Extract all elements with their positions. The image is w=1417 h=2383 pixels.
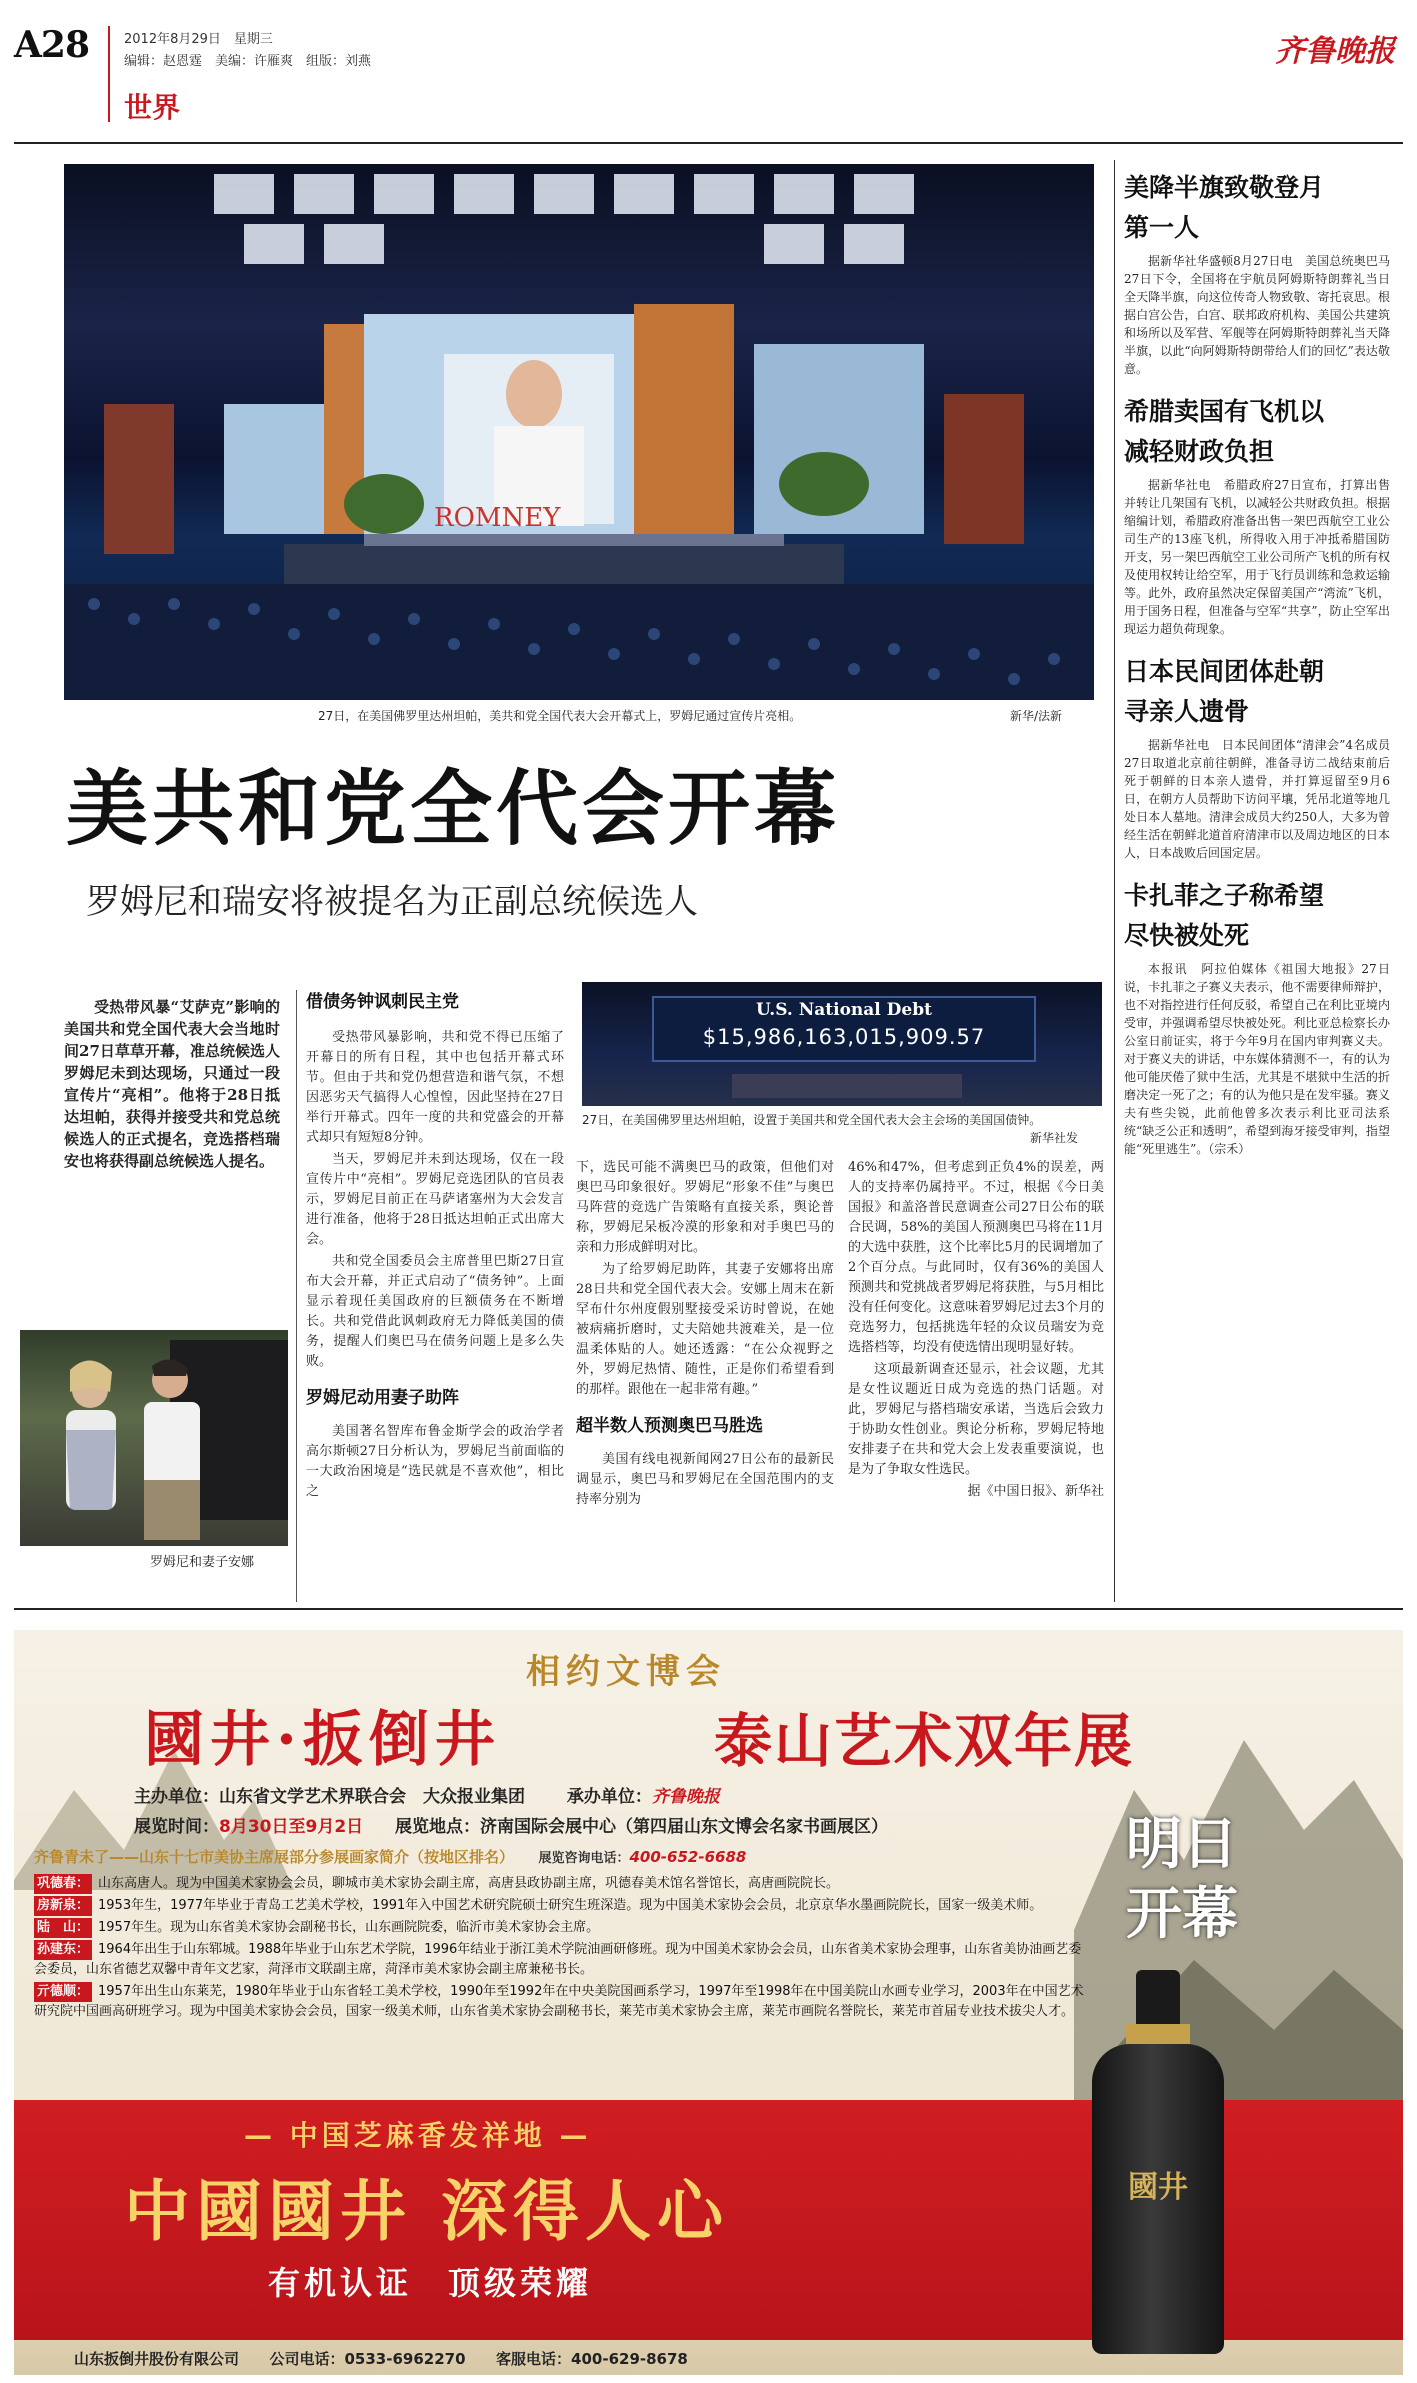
ad-time-venue-line <box>134 1812 888 1837</box>
paragraph: 共和党全国委员会主席普里巴斯27日宣布大会开幕，并正式启动了“债务钟”。上面显示着现任美国政府的巨额债务在不断增长。共和党借此讽刺政府无力降低美国的债务，提醒人们奥巴马在债务问题上是多么失败。 <box>306 1254 564 1369</box>
sidebar-title: 日本民间团体赴朝寻亲人遗骨 <box>1124 657 1325 726</box>
paragraph: 据新华社华盛顿8月27日电 美国总统奥巴马27日下令，全国将在宇航员阿姆斯特朗葬礼当日全天降半旗，向这位传奇人物致敬、寄托哀思。根据白宫公告，白宫、联邦政府机构、美国公共建筑和场所以及军营、军舰等在阿姆斯特朗葬礼当天降半旗，以此“向阿姆斯特朗带给人们的回忆”表达敬意。 <box>1124 254 1390 376</box>
artist-name: 孙建东： <box>34 1940 92 1960</box>
hotline: 400-652-6688 <box>629 1848 747 1866</box>
exhibit-venue: 济南国际会展中心（第四届山东文博会名家书画展区） <box>480 1817 888 1837</box>
advertisement <box>14 1630 1403 2375</box>
couple-photo-caption: 罗姆尼和妻子安娜 <box>150 1555 255 1570</box>
company-line <box>74 2348 688 2369</box>
couple-illustration <box>20 1330 288 1546</box>
ad-intro: 齐鲁青未了——山东十七市美协主席展部分参展画家简介（按地区排名） <box>34 1848 515 1866</box>
main-photo-credit: 新华/法新 <box>1010 709 1063 723</box>
sidebar-body <box>1124 476 1390 638</box>
column-divider <box>296 990 297 1602</box>
artist-name: 陆 山： <box>34 1918 92 1938</box>
ad-organizer-line <box>134 1782 720 1807</box>
lead-text: 受热带风暴“艾萨克”影响的美国共和党全国代表大会当地时间27日草草开幕，准总统候选人罗姆尼未到达现场，只通过一段宣传片“亮相”。他将于28日抵达坦帕，获得并接受共和党总统候选人的正式提名，竞选搭档瑞安也将获得副总统候选人提名。 <box>64 998 280 1170</box>
paragraph: 受热带风暴影响，共和党不得已压缩了开幕日的所有日程，其中也包括开幕式环节。但由于共和党仍想营造和谐气氛，不想因恶劣天气搞得人心惶惶，因此坚持在27日举行开幕式。四年一度的共和党盛会的开幕式却只有短短8分钟。 <box>306 1030 564 1145</box>
article-column-3 <box>848 1158 1104 1502</box>
organizer: 山东省文学艺术界联合会 大众报业集团 <box>219 1787 525 1807</box>
artist-bio: 1957年出生山东莱芜，1980年毕业于山东省轻工美术学校，1990年至1992年在中央美院国画系学习，1997年至1998年在中国美院山水画专业学习，2003年在中国艺术研究院中国画高研班学习。现为中国美术家协会会员，国家一级美术师，山东省美术家协会副秘书长，莱芜市美术家协会主席，莱芜市画院名誉院长，莱芜市首届专业技术拔尖人才。 <box>34 1984 1084 2019</box>
subhead-poll: 超半数人预测奥巴马胜选 <box>576 1416 763 1436</box>
subhead-wife: 罗姆尼动用妻子助阵 <box>306 1388 459 1408</box>
artist-bio: 1964年出生于山东郓城。1988年毕业于山东艺术学院，1996年结业于浙江美术学院油画研修班。现为中国美术家协会会员，山东省美术家协会理事，山东省美协油画艺委会委员，山东省德艺双馨中青年文艺家，菏泽市文联副主席，菏泽市美术家协会副主席兼秘书长。 <box>34 1942 1082 1977</box>
ad-exhibit-title: 泰山艺术双年展 <box>714 1707 1135 1775</box>
sidebar-body <box>1124 736 1390 862</box>
col1-body <box>306 1028 564 1372</box>
sidebar-item <box>1124 392 1390 638</box>
artist-entry <box>34 1940 1094 1980</box>
paragraph: 据新华社电 希腊政府27日宣布，打算出售并转让几架国有飞机，以减轻公共财政负担。根据缩编计划，希腊政府准备出售一架巴西航空工业公司生产的13座飞机，所得收入用于冲抵希腊国防开支，另一架巴西航空工业公司所产飞机的所有权及使用权转让给空军，用于飞行员训练和急救运输等。此外，政府虽然决定保留美国产“湾流”飞机，用于国务日程，但准备与空军“共享”，防止空军出现运力超负荷现象。 <box>1124 478 1390 636</box>
main-photo-caption: 27日，在美国佛罗里达州坦帕，美共和党全国代表大会开幕式上，罗姆尼通过宣传片亮相。 <box>318 709 802 723</box>
header-divider <box>108 26 110 122</box>
article-column-1 <box>306 990 564 1504</box>
debt-sign-value: $15,986,163,015,909.57 <box>702 1025 986 1049</box>
top-rule <box>14 142 1403 144</box>
sidebar-item <box>1124 876 1390 1158</box>
romney-and-wife-photo <box>20 1330 288 1546</box>
artist-bio: 1953年生，1977年毕业于青岛工艺美术学校，1991年入中国艺术研究院硕士研究生班深造。现为中国美术家协会会员，北京京华水墨画院院长，国家一级美术师。 <box>98 1898 1043 1913</box>
masthead-logo: 齐鲁晚报 <box>1275 34 1395 69</box>
debt-clock-photo <box>582 982 1102 1106</box>
artist-entry <box>34 1874 1094 1894</box>
artist-entry <box>34 1918 1094 1938</box>
debt-photo-caption: 27日，在美国佛罗里达州坦帕，设置于美国共和党全国代表大会主会场的美国国债钟。 <box>582 1113 1042 1127</box>
paragraph: 为了给罗姆尼助阵，其妻子安娜将出席28日共和党全国代表大会。安娜上周末在新罕布什尔州度假别墅接受采访时曾说，在她被病痛折磨时，丈夫陪她共渡难关，是一位温柔体贴的人。她还透露：“在公众视野之外，罗姆尼热情、随性，正是你们希望看到的那样。跟他在一起非常有趣。” <box>576 1262 834 1397</box>
header-date-line <box>124 28 273 47</box>
convention-stage-photo <box>64 164 1094 700</box>
stage-illustration <box>64 164 1094 700</box>
paragraph: 下，选民可能不满奥巴马的政策，但他们对奥巴马印象很好。罗姆尼“形象不佳”与奥巴马阵营的竞选广告策略有直接关系，舆论普称，罗姆尼呆板冷漠的形象和对手奥巴马的亲和力形成鲜明对比。 <box>576 1160 834 1255</box>
artist-name: 房新泉： <box>34 1896 92 1916</box>
col1-body-2 <box>306 1422 564 1502</box>
staff-credits: 编辑：赵恩霆 美编：许雁爽 组版：刘燕 <box>124 54 372 69</box>
col3-body <box>848 1158 1104 1480</box>
phone-label: 公司电话： <box>269 2350 345 2368</box>
paragraph: 46%和47%，但考虑到正负4%的误差，两人的支持率仍属持平。不过，根据《今日美国报》和盖洛普民意调查公司27日公布的联合民调，58%的美国人预测奥巴马将在11月的大选中获胜，这个比率比5月的民调增加了2个百分点。与此同时，仅有36%的美国人预测共和党挑战者罗姆尼将获胜，与5月相比没有任何变化。这意味着罗姆尼过去3个月的竞选努力，包括挑选年轻的众议员瑞安为竞选搭档等，均没有使选情出现明显好转。 <box>848 1160 1104 1355</box>
paragraph: 美国有线电视新闻网27日公布的最新民调显示，奥巴马和罗姆尼在全国范围内的支持率分别为 <box>576 1452 834 1507</box>
svg-text:ROMNEY: ROMNEY <box>434 503 561 533</box>
slogan-sub: 有机认证 顶级荣耀 <box>268 2264 593 2302</box>
sidebar-divider <box>1114 160 1115 1602</box>
slogan-small: — 中国芝麻香发祥地 — <box>244 2119 592 2152</box>
paragraph: 据新华社电 日本民间团体“清津会”4名成员27日取道北京前往朝鲜，准备寻访二战结束前后死于朝鲜的日本亲人遗骨，并打算逗留至9月6日，在朝方人员帮助下访问平壤，凭吊北道等地几处日本人墓地。清津会成员大约250人，大多为曾经生活在朝鲜北道首府清津市以及周边地区的日本人，日本战败后回国定居。 <box>1124 738 1390 860</box>
ad-intro-line <box>34 1846 1094 1867</box>
exhibit-time: 8月30日至9月2日 <box>219 1817 364 1837</box>
bottle-label: 國井 <box>1128 2170 1188 2205</box>
artist-entry <box>34 1896 1094 1916</box>
issue-date: 2012年8月29日 <box>124 32 221 47</box>
artist-bio: 山东高唐人。现为中国美术家协会会员，聊城市美术家协会副主席，高唐县政协副主席，巩德春美术馆名誉馆长，高唐画院院长。 <box>98 1876 840 1891</box>
sidebar-title: 希腊卖国有飞机以减轻财政负担 <box>1124 397 1325 466</box>
service-phone: 400-629-8678 <box>571 2350 688 2368</box>
company-phone: 0533-6962270 <box>344 2350 466 2368</box>
artist-bio: 1957年生。现为山东省美术家协会副秘书长，山东画院院委，临沂市美术家协会主席。 <box>98 1920 600 1935</box>
hotline-label: 展览咨询电话： <box>538 1851 630 1866</box>
sidebar-body <box>1124 252 1390 378</box>
artist-entry <box>34 1982 1094 2022</box>
liquor-bottle <box>1082 1970 1232 2360</box>
ad-opening: 明日开幕 <box>1126 1812 1238 1947</box>
issue-weekday: 星期三 <box>233 32 273 47</box>
main-subheadline: 罗姆尼和瑞安将被提名为正副总统候选人 <box>86 882 698 922</box>
sidebar-item <box>1124 652 1390 862</box>
article-column-2 <box>576 1158 834 1512</box>
paragraph: 美国著名智库布鲁金斯学会的政治学者高尔斯顿27日分析认为，罗姆尼当前面临的一大政治困境是“选民就是不喜欢他”，相比之 <box>306 1424 564 1499</box>
paragraph: 本报讯 阿拉伯媒体《祖国大地报》27日说，卡扎菲之子赛义夫表示，他不需要律师辩护，也不对指控进行任何反驳，希望自己在利比亚境内受审，并强调希望尽快被处死。利比亚总检察长办公室日前证实，将于今年9月在国内审判赛义夫。对于赛义夫的讲话，中东媒体猜测不一，有的认为他可能厌倦了狱中生活，尤其是不堪狱中生活的折磨决定一死了之；有的认为他只是在发牢骚。赛义夫有些尖锐，此前他曾多次表示利比亚司法系统“缺乏公正和透明”，希望到海牙接受审判，指望能“死里逃生”。（宗禾） <box>1124 962 1390 1156</box>
stage-desk <box>732 1074 962 1098</box>
section-title: 世界 <box>124 91 181 124</box>
venue-label: 展览地点： <box>395 1817 480 1837</box>
sidebar-item <box>1124 168 1390 378</box>
artist-list <box>34 1874 1094 2024</box>
ad-brand-title: 國井·扳倒井 <box>144 1705 501 1775</box>
page-number: A28 <box>14 24 90 66</box>
time-label: 展览时间： <box>134 1817 219 1837</box>
sidebar-body <box>1124 960 1390 1158</box>
article-source: 据《中国日报》、新华社 <box>967 1484 1104 1499</box>
sidebar <box>1124 168 1390 1160</box>
undertaker-label: 承办单位： <box>566 1787 652 1807</box>
col2-body <box>576 1158 834 1400</box>
lead-paragraph <box>64 996 280 1174</box>
debt-sign-title: U.S. National Debt <box>756 1000 932 1020</box>
news-bottom-rule <box>14 1608 1403 1610</box>
subhead-debt-clock: 借债务钟讽刺民主党 <box>306 992 459 1012</box>
sidebar-title: 卡扎菲之子称希望尽快被处死 <box>1124 881 1325 950</box>
organizer-label: 主办单位： <box>134 1787 219 1807</box>
artist-name: 巩德春： <box>34 1874 92 1894</box>
debt-photo-credit: 新华社发 <box>1030 1131 1079 1145</box>
ad-top-banner: 相约文博会 <box>526 1652 726 1692</box>
paragraph: 当天，罗姆尼并未到达现场，仅在一段宣传片中“亮相”。罗姆尼竞选团队的官员表示，罗姆尼目前正在马萨诸塞州为大会发言进行准备，他将于28日抵达坦帕正式出席大会。 <box>306 1152 564 1247</box>
col2-body-2 <box>576 1450 834 1510</box>
company-name: 山东扳倒井股份有限公司 <box>74 2350 240 2368</box>
sidebar-title: 美降半旗致敬登月第一人 <box>1124 173 1325 242</box>
artist-name: 亓德顺： <box>34 1982 92 2002</box>
service-label: 客服电话： <box>496 2350 572 2368</box>
debt-sign <box>652 996 1036 1062</box>
main-headline: 美共和党全代会开幕 <box>66 762 841 857</box>
paragraph: 这项最新调查还显示，社会议题，尤其是女性议题近日成为竞选的热门话题。对此，罗姆尼与搭档瑞安承诺，当选后会致力于协助女性创业。舆论分析称，罗姆尼特地安排妻子在共和党大会上发表重要演说，也是为了争取女性选民。 <box>848 1362 1104 1477</box>
slogan-big: 中國國井 深得人心 <box>124 2172 729 2250</box>
undertaker: 齐鲁晚报 <box>651 1787 720 1807</box>
